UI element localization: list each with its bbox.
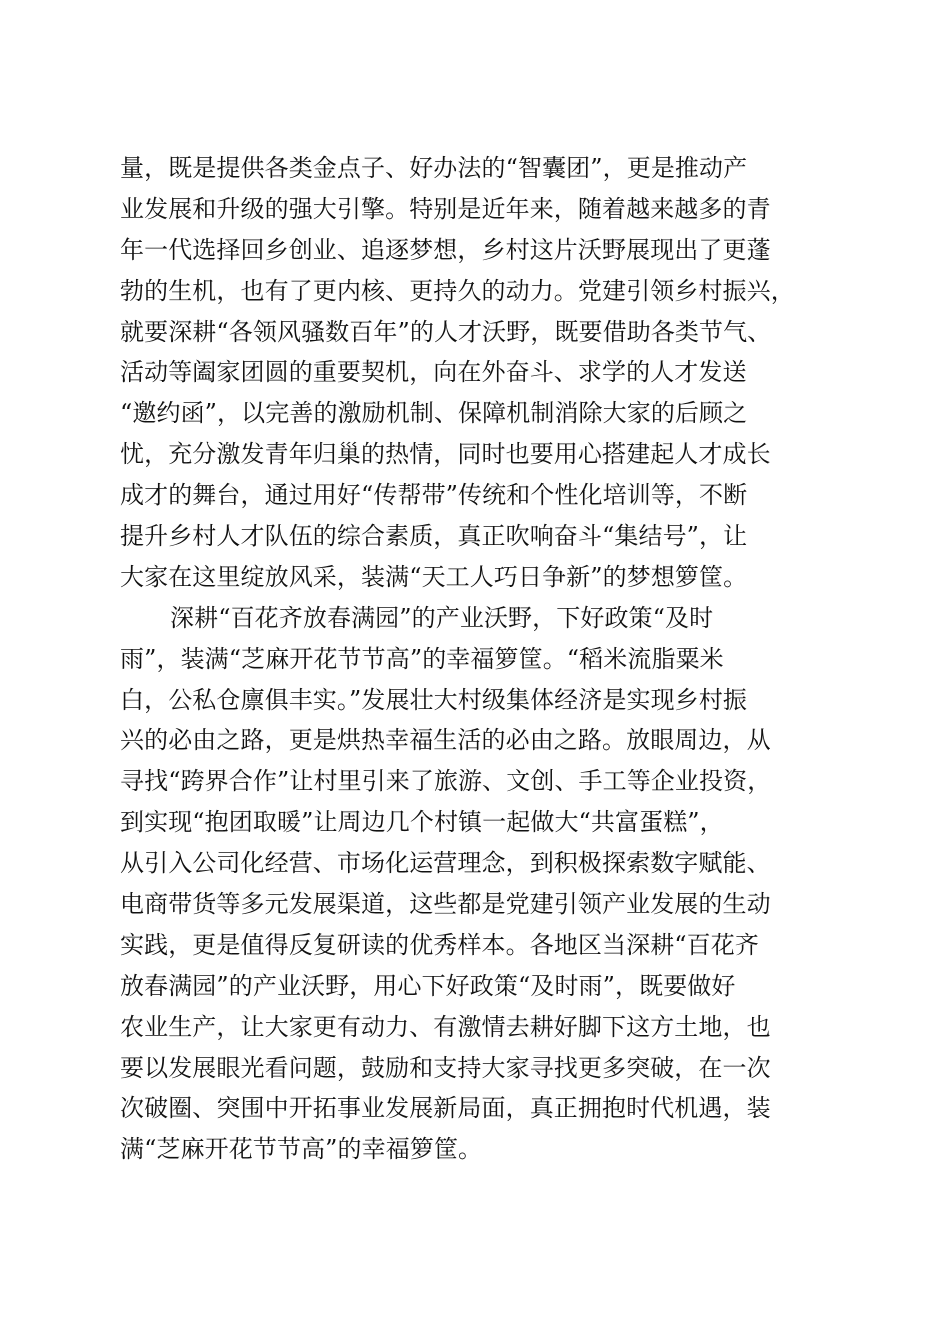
text-line: 雨”，装满“芝麻开花节节高”的幸福箩筐。“稻米流脂粟米 [120,644,724,673]
text-line: 勃的生机，也有了更内核、更持久的动力。党建引领乡村振兴， [120,276,795,305]
text-line: 忧，充分激发青年归巢的热情，同时也要用心搭建起人才成长 [120,440,771,469]
text-line: 到实现“抱团取暖”让周边几个村镇一起做大“共富蛋糕”， [120,808,724,837]
text-line: 兴的必由之路，更是烘热幸福生活的必由之路。放眼周边，从 [120,726,771,755]
text-line: 白，公私仓廪俱丰实。”发展壮大村级集体经济是实现乡村振 [120,685,747,714]
text-line: 实践，更是值得反复研读的优秀样本。各地区当深耕“百花齐 [120,930,759,959]
text-line: 活动等阖家团圆的重要契机，向在外奋斗、求学的人才发送 [120,358,747,387]
text-line: 放春满园”的产业沃野，用心下好政策“及时雨”，既要做好 [120,971,736,1000]
text-line: 业发展和升级的强大引擎。特别是近年来，随着越来越多的青 [120,194,771,223]
text-line: 次破圈、突围中开拓事业发展新局面，真正拥抱时代机遇，装 [120,1094,771,1123]
text-line: 年一代选择回乡创业、追逐梦想，乡村这片沃野展现出了更蓬 [120,235,771,264]
text-line: 农业生产，让大家更有动力、有激情去耕好脚下这方土地，也 [120,1012,771,1041]
text-line: 满“芝麻开花节节高”的幸福箩筐。 [120,1135,483,1164]
text-line: 量，既是提供各类金点子、好办法的“智囊团”，更是推动产 [120,154,748,182]
text-line: 成才的舞台，通过用好“传帮带”传统和个性化培训等，不断 [120,481,748,510]
text-line: 提升乡村人才队伍的综合素质，真正吹响奋斗“集结号”，让 [120,522,748,551]
text-line: 从引入公司化经营、市场化运营理念，到积极探索数字赋能、 [120,849,771,878]
text-line: 就要深耕“各领风骚数百年”的人才沃野，既要借助各类节气、 [120,317,772,346]
text-line: 电商带货等多元发展渠道，这些都是党建引领产业发展的生动 [120,890,771,919]
text-line: 要以发展眼光看问题，鼓励和支持大家寻找更多突破，在一次 [120,1053,771,1082]
text-line: “邀约函”，以完善的激励机制、保障机制消除大家的后顾之 [120,399,748,428]
text-line: 大家在这里绽放风采，装满“天工人巧日争新”的梦想箩筐。 [120,562,748,591]
paragraph-talent [120,148,840,598]
text-line-first: 深耕“百花齐放春满园”的产业沃野，下好政策“及时 [170,603,714,632]
document-body [120,148,840,1170]
text-line: 寻找“跨界合作”让村里引来了旅游、文创、手工等企业投资， [120,767,772,796]
paragraph-industry [120,598,840,1170]
